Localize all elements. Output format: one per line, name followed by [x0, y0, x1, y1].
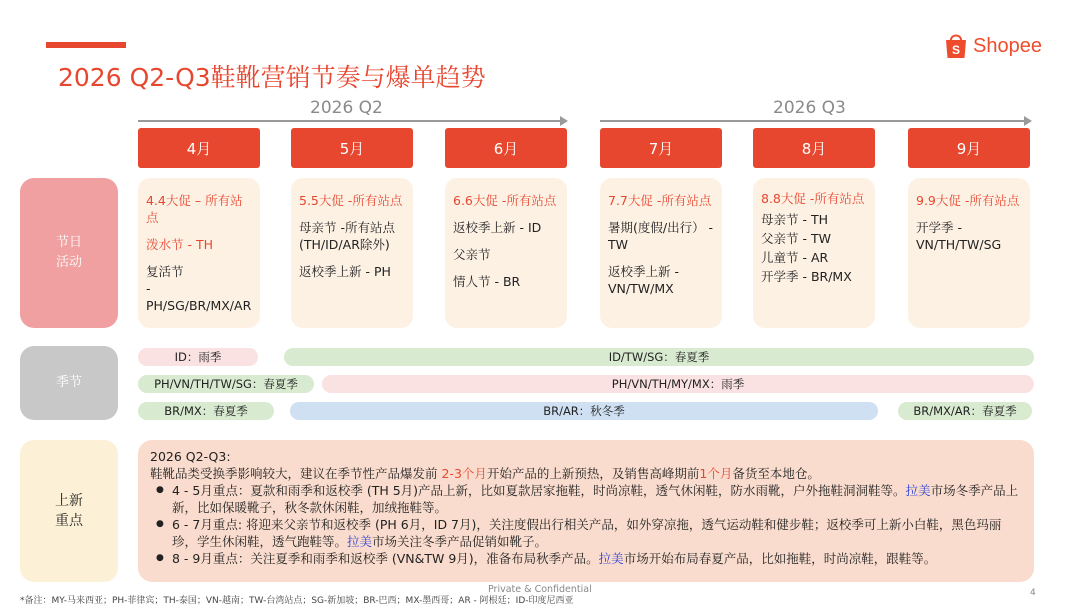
event-item: -PH/SG/BR/MX/AR: [146, 281, 252, 313]
row-label-season: 季节: [20, 346, 118, 420]
quarter-label-q2: 2026 Q2: [310, 98, 383, 118]
event-item: 返校季上新 -: [608, 264, 679, 279]
event-item: 9.9大促 -所有站点: [916, 193, 1020, 208]
arrow-right-icon: [1024, 116, 1032, 126]
focus-bullet-aug-sep: ● 8 - 9月重点：关注夏季和雨季和返校季 (VN&TW 9月)，准备布局秋季产品。拉美市场开始布局春夏产品，比如拖鞋，时尚凉鞋，跟鞋等。: [150, 550, 1022, 567]
page-number: 4: [1030, 588, 1036, 598]
page-title: 2026 Q2-Q3鞋靴营销节奏与爆单趋势: [58, 63, 486, 92]
confidential-label: Private & Confidential: [488, 584, 592, 595]
event-item: 情人节 - BR: [453, 274, 521, 289]
event-item: 开学季 -: [916, 220, 962, 235]
event-item: TW: [608, 237, 628, 252]
event-item: 父亲节: [453, 247, 491, 262]
event-item: 5.5大促 -所有站点: [299, 193, 403, 208]
focus-bullet-jun-jul: ● 6 - 7月重点: 将迎来父亲节和返校季 (PH 6月，ID 7月)，关注度假出行相关产品，如外穿凉拖，透气运动鞋和健步鞋；返校季可上新小白鞋，黑色玛丽珍，学生休闲鞋，透气跑鞋等。拉美市场关注冬季产品促销如靴子。: [150, 516, 1022, 550]
event-item: 母亲节 - TH: [761, 212, 828, 227]
season-pill: ID：雨季: [138, 348, 258, 366]
event-item: 4.4大促 – 所有站点: [146, 193, 243, 225]
event-item: VN/TW/MX: [608, 281, 674, 296]
month-header-jun: 6月: [445, 128, 567, 168]
season-pill: BR/MX/AR：春夏季: [898, 402, 1032, 420]
event-item: 8.8大促 -所有站点: [761, 191, 865, 206]
event-item: 返校季上新 - PH: [299, 264, 391, 279]
quarter-line-q2: [138, 120, 562, 122]
event-item: 儿童节 - AR: [761, 250, 829, 265]
event-card-aug: [753, 178, 875, 328]
month-header-sep: 9月: [908, 128, 1030, 168]
event-card-apr: [138, 178, 260, 328]
event-item: 7.7大促 -所有站点: [608, 193, 712, 208]
footnote: *备注：MY-马来西亚；PH-菲律宾；TH-泰国；VN-越南；TW-台湾站点；SG-新加坡；BR-巴西；MX-墨西哥；AR - 阿根廷；ID-印度尼西亚: [20, 596, 574, 606]
focus-intro: 鞋靴品类受换季影响较大，建议在季节性产品爆发前 2-3个月开始产品的上新预热，及销售高峰期前1个月备货至本地仓。: [150, 466, 820, 481]
season-pill: ID/TW/SG：春夏季: [284, 348, 1034, 366]
row-label-focus: 上新 重点: [20, 440, 118, 582]
event-card-sep: [908, 178, 1030, 328]
shopee-logo: [944, 32, 1042, 60]
season-pill: PH/VN/TH/MY/MX：雨季: [322, 375, 1034, 393]
focus-box: [138, 440, 1034, 582]
season-pill: BR/MX：春夏季: [138, 402, 274, 420]
event-item: (TH/ID/AR除外): [299, 237, 390, 252]
title-accent-bar: [46, 42, 126, 48]
event-item: 返校季上新 - ID: [453, 220, 542, 235]
logo-text: Shopee: [973, 34, 1042, 57]
event-item: VN/TH/TW/SG: [916, 237, 1002, 252]
event-item: 暑期(度假/出行） -: [608, 220, 714, 235]
event-item: 父亲节 - TW: [761, 231, 831, 246]
event-item: 母亲节 -所有站点: [299, 220, 395, 235]
focus-heading: 2026 Q2-Q3:: [150, 449, 231, 464]
event-item: 6.6大促 -所有站点: [453, 193, 557, 208]
season-pill: BR/AR：秋冬季: [290, 402, 878, 420]
quarter-label-q3: 2026 Q3: [773, 98, 846, 118]
event-card-may: [291, 178, 413, 328]
month-header-may: 5月: [291, 128, 413, 168]
event-card-jun: [445, 178, 567, 328]
month-header-aug: 8月: [753, 128, 875, 168]
month-header-apr: 4月: [138, 128, 260, 168]
season-pill: PH/VN/TH/TW/SG：春夏季: [138, 375, 314, 393]
event-card-jul: [600, 178, 722, 328]
arrow-right-icon: [560, 116, 568, 126]
row-label-events: 节日 活动: [20, 178, 118, 328]
focus-bullet-apr-may: ● 4 - 5月重点：夏款和雨季和返校季 (TH 5月)产品上新，比如夏款居家拖鞋，时尚凉鞋，透气休闲鞋，防水雨靴，户外拖鞋洞洞鞋等。拉美市场冬季产品上新，比如保暖靴子，秋冬款休闲鞋，加绒拖鞋等。: [150, 482, 1022, 516]
event-item: 开学季 - BR/MX: [761, 269, 852, 284]
event-item: 复活节: [146, 264, 184, 279]
shopping-bag-icon: [944, 32, 968, 60]
month-header-jul: 7月: [600, 128, 722, 168]
svg-text:S: S: [951, 43, 961, 57]
event-item: 泼水节 - TH: [146, 237, 213, 252]
quarter-line-q3: [600, 120, 1026, 122]
